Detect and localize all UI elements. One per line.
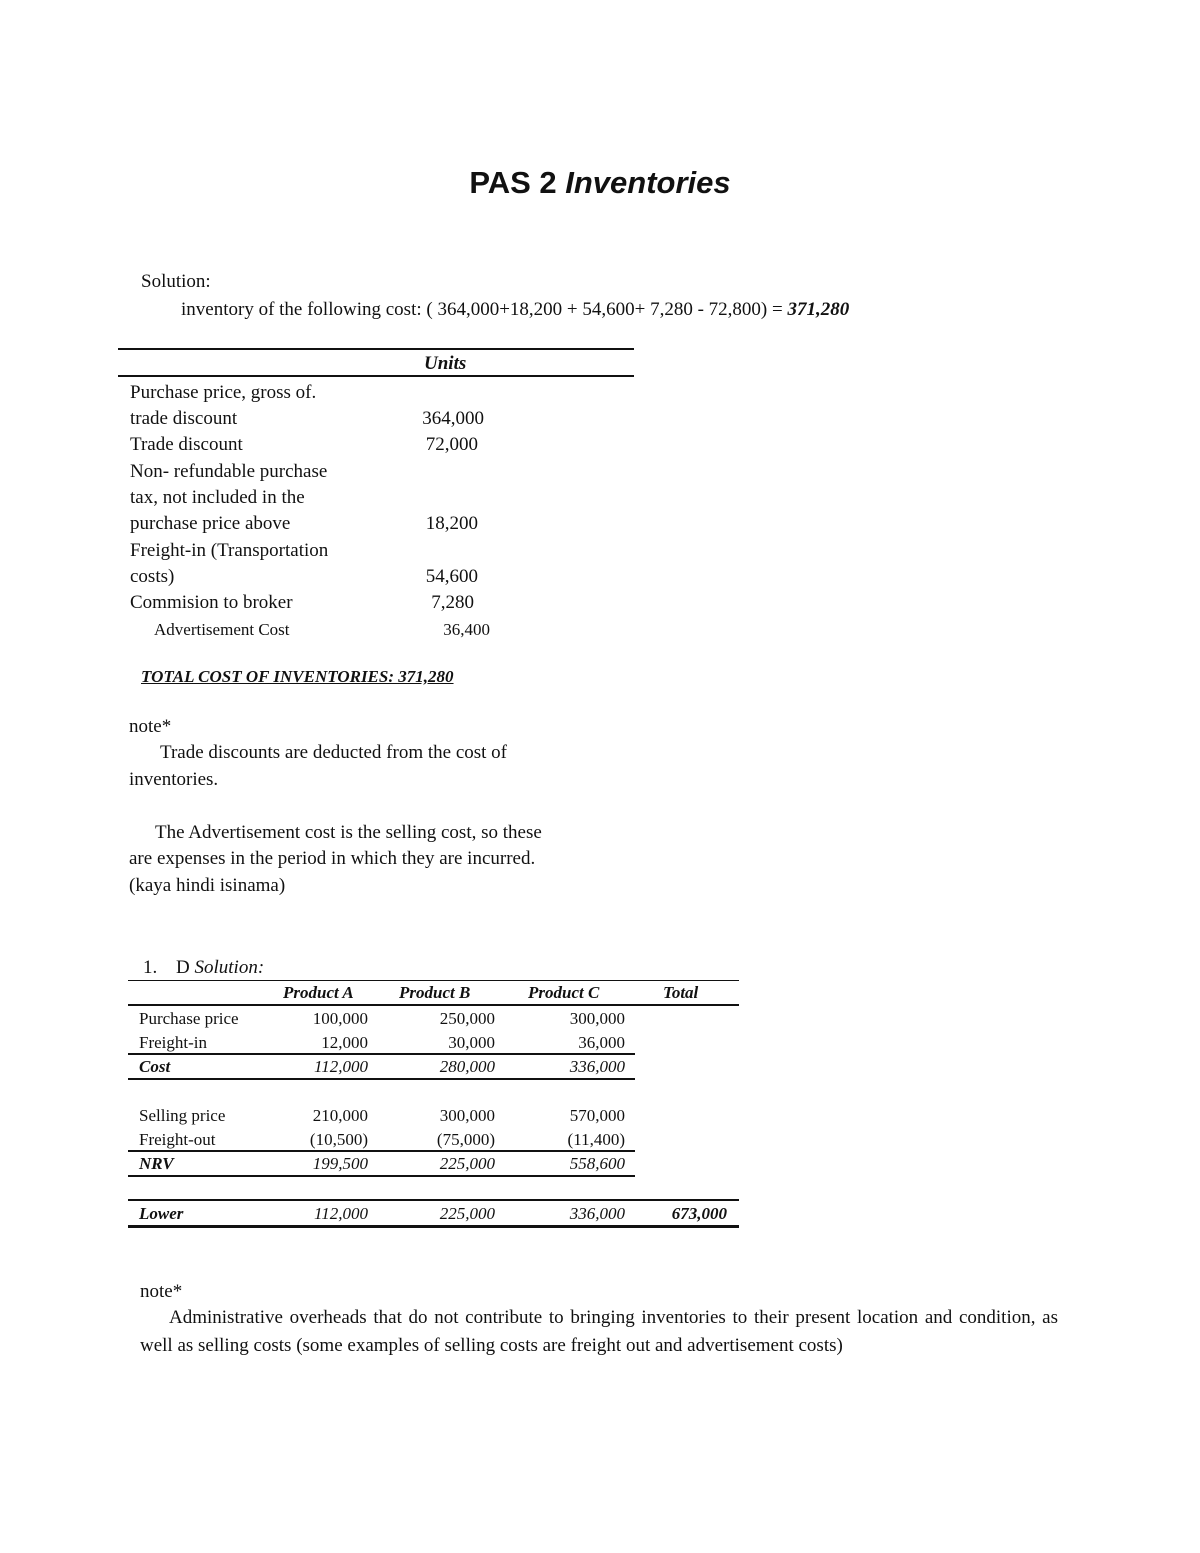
table2-cell: 100,000 [312, 1009, 368, 1028]
table2-header: Product C [528, 983, 600, 1002]
note2-text: Administrative overheads that do not contribute to bringing inventories to their present location and condition, as well as selling costs (some examples of selling costs are freight out and advertisement costs) [140, 1307, 1058, 1356]
table1-row-label: costs) [130, 566, 175, 587]
table1-row-value: 364,000 [422, 408, 484, 429]
table2-cell: 112,000 [314, 1057, 368, 1076]
table2-row-label: Freight-in [139, 1033, 207, 1052]
table1-top-rule [118, 348, 634, 350]
table1-row-label: Commision to broker [130, 592, 293, 613]
table1-header: Units [424, 353, 467, 374]
note1-line: (kaya hindi isinama) [129, 875, 286, 896]
table1-row-label: Purchase price, gross of. [130, 382, 317, 403]
table2-cell: 280,000 [439, 1057, 495, 1076]
table2-cell: 36,000 [578, 1033, 625, 1052]
table1-row-value: 7,280 [431, 592, 474, 613]
note1-line: Trade discounts are deducted from the cost of [160, 742, 508, 763]
formula-result: 371,280 [787, 299, 850, 320]
table2-grand-total: 673,000 [671, 1204, 727, 1223]
note1-line: are expenses in the period in which they are incurred. [129, 848, 536, 869]
note1-label: note* [129, 716, 172, 737]
table2-cell: 30,000 [448, 1033, 495, 1052]
table1-row-label: trade discount [130, 408, 238, 429]
page-title [0, 165, 1200, 201]
table1-row-label: Advertisement Cost [154, 620, 290, 639]
table2-cell: 570,000 [569, 1106, 625, 1125]
table1-row-label: Trade discount [130, 434, 243, 455]
title-main: PAS 2 [469, 165, 566, 200]
table1-row-value: 36,400 [443, 620, 490, 639]
table2-cost-bottom-rule [128, 1078, 635, 1080]
note1-line: inventories. [129, 769, 219, 790]
table2-row-label: Selling price [139, 1106, 226, 1125]
table1-row-value: 18,200 [425, 513, 478, 534]
table1-row-value: 72,000 [425, 434, 478, 455]
table2-cell: (11,400) [567, 1130, 625, 1149]
table2-cell: 336,000 [569, 1057, 625, 1076]
table2-cell: 336,000 [569, 1204, 625, 1223]
table2-cell: 300,000 [569, 1009, 625, 1028]
table2-row-label: NRV [139, 1154, 174, 1173]
section2-number: 1. [143, 957, 158, 978]
table2-cell: 250,000 [439, 1009, 495, 1028]
table1-header-rule [118, 375, 634, 377]
table1-row-label: purchase price above [130, 513, 291, 534]
table2-header: Total [663, 983, 699, 1002]
formula-text: inventory of the following cost: ( 364,000+18,200 + 54,600+ 7,280 - 72,800) = [181, 299, 788, 320]
table2-cell: 112,000 [314, 1204, 368, 1223]
table2-cell: 225,000 [439, 1154, 495, 1173]
table2-header: Product B [399, 983, 471, 1002]
table2-row-label: Lower [139, 1204, 184, 1223]
table2-header-rule [128, 1004, 739, 1006]
section2-heading-italic: Solution: [194, 957, 265, 978]
table1-total: TOTAL COST OF INVENTORIES: 371,280 [141, 667, 454, 686]
note2-label: note* [140, 1281, 183, 1302]
table2-cell: (10,500) [309, 1130, 368, 1149]
table2-cell: 300,000 [439, 1106, 495, 1125]
table1-row-label: Non- refundable purchase [130, 461, 328, 482]
table1-row-label: tax, not included in the [130, 487, 305, 508]
table2-nrv-bottom-rule [128, 1175, 635, 1177]
table2-cell: 210,000 [312, 1106, 368, 1125]
table2-header: Product A [283, 983, 354, 1002]
table2-cell: 199,500 [312, 1154, 368, 1173]
section2-heading [176, 955, 264, 981]
solution-label: Solution: [141, 271, 211, 292]
table2-double-rule [128, 1225, 739, 1228]
table2-row-label: Freight-out [139, 1130, 216, 1149]
table2-row-label: Cost [139, 1057, 171, 1076]
table2-lower-top-rule [128, 1199, 739, 1201]
note1-line: The Advertisement cost is the selling cost, so these [155, 822, 542, 843]
formula-line [181, 297, 849, 323]
table2-cell: 558,600 [569, 1154, 625, 1173]
table2-cell: (75,000) [436, 1130, 495, 1149]
table2-cell: 12,000 [321, 1033, 368, 1052]
title-italic: Inventories [565, 165, 731, 200]
table2-row-label: Purchase price [139, 1009, 239, 1028]
table1-row-value: 54,600 [425, 566, 478, 587]
table2-cell: 225,000 [439, 1204, 495, 1223]
section2-heading-text: D [176, 957, 195, 978]
table1-row-label: Freight-in (Transportation [130, 540, 329, 561]
